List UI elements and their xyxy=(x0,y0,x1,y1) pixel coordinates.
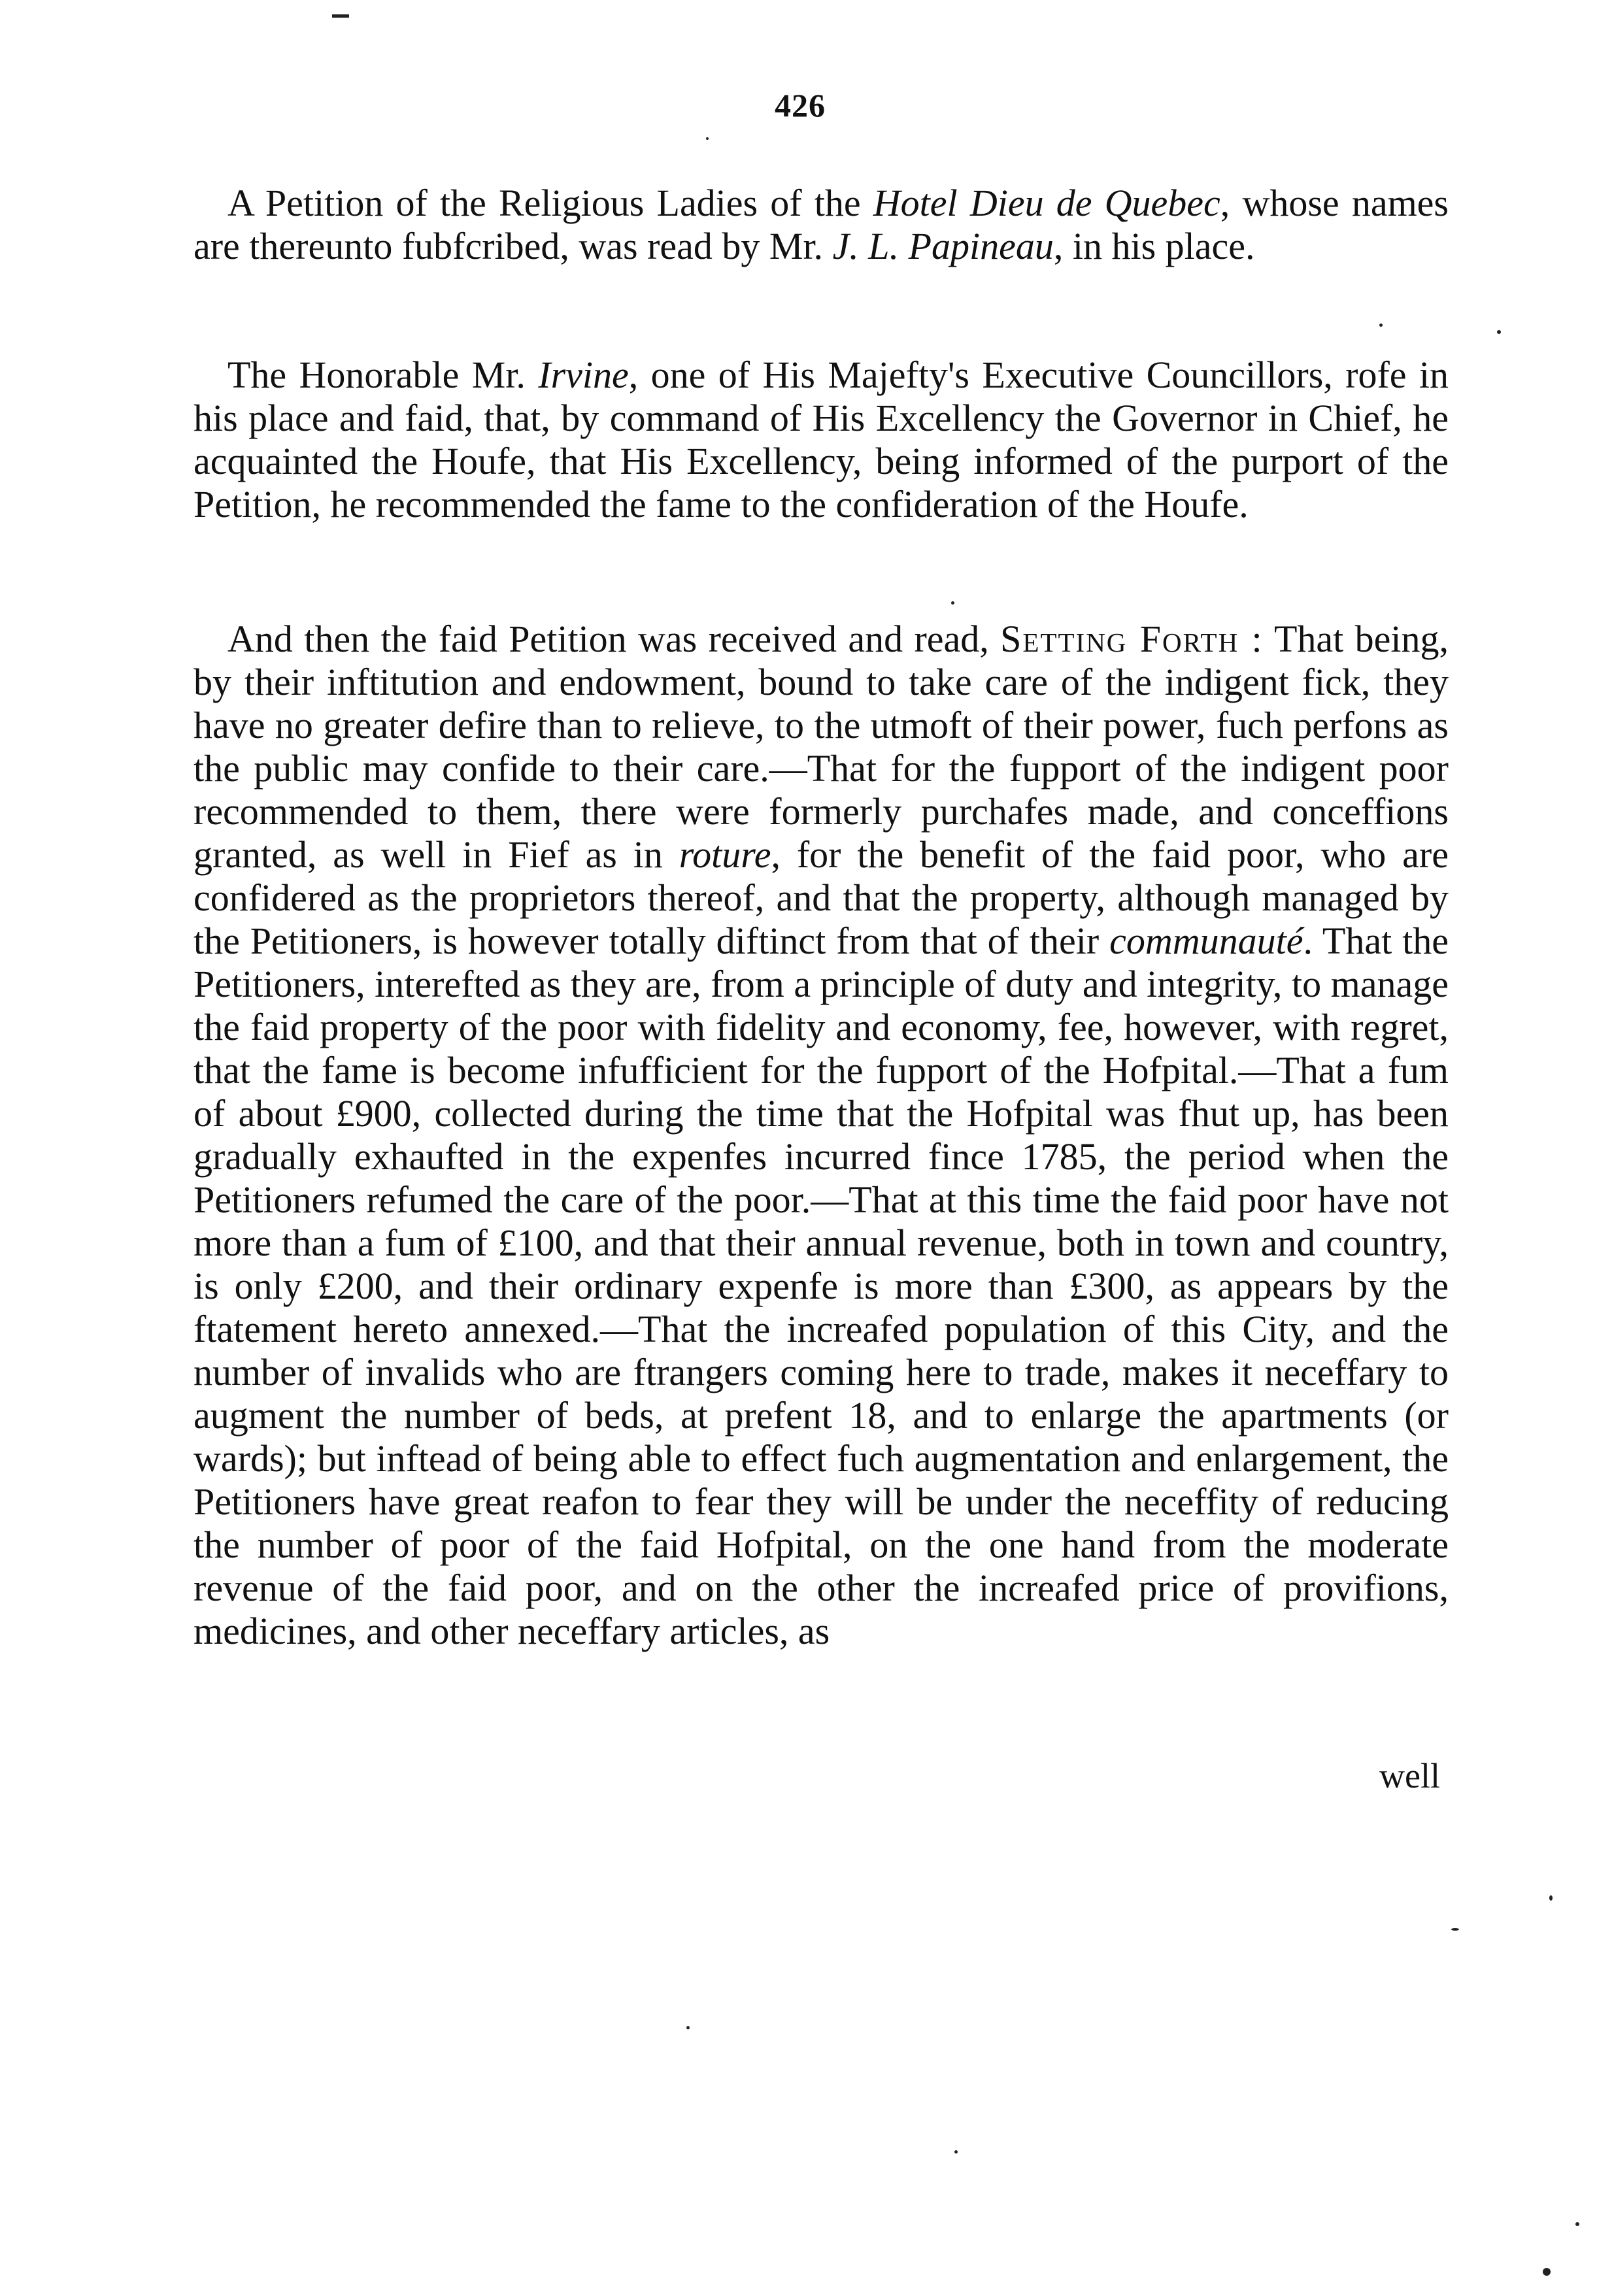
text-run-italic: Hotel Dieu de Quebec xyxy=(873,182,1220,224)
catchword: well xyxy=(1379,1756,1440,1795)
top-edge-mark xyxy=(332,14,349,18)
scan-speck xyxy=(951,601,954,605)
paragraph-petition-read xyxy=(193,182,1449,268)
scan-speck xyxy=(686,2026,690,2029)
text-run-italic: communauté xyxy=(1109,920,1303,962)
scan-speck xyxy=(1549,1895,1553,1901)
text-run: , for the benefit of the faid poor, who are confidered as the proprietors thereof, and that the property, although managed by the Petitioners, is however totally diftinct from that of their xyxy=(193,833,1449,962)
text-run: The Honorable Mr. xyxy=(227,354,539,396)
text-run: , one of His Majefty's Executive Councillors, rofe in his place and faid, that, by command of His Excellency the Governor in Chief, he acquainted the Houfe, that His Excellency, being informed of the purport of the Petition, he recommended the fame to the confideration of the Houfe. xyxy=(193,354,1449,525)
paragraph-setting-forth xyxy=(193,618,1449,1653)
paragraph-irvine-recommendation xyxy=(193,354,1449,526)
page-number: 426 xyxy=(775,87,826,124)
scan-speck xyxy=(1575,2222,1579,2226)
text-run: . That the Petitioners, interefted as they are, from a principle of duty and integrity, to manage the faid property of the poor with fidelity and economy, fee, however, with regret, that the fame is become infufficient for the fupport of the Hofpital.—That a fum of about £900, collected during the time that the Hofpital was fhut up, has been gradually exhaufted in the expenfes incurred fince 1785, the period when the Petitioners refumed the care of the poor.—That at this time the faid poor have not more than a fum of £100, and that their annual revenue, both in town and country, is only £200, and their ordinary expenfe is more than £300, as appears by the ftatement hereto annexed.—That the increafed population of this City, and the number of invalids who are ftrangers coming here to trade, makes it neceffary to augment the number of beds, at prefent 18, and to enlarge the apartments (or wards); but inftead of being able to effect fuch augmentation and enlargement, the Petitioners have great reafon to fear they will be under the neceffity of reducing the number of poor of the faid Hofpital, on the one hand from the moderate revenue of the faid poor, and on the other the increafed price of provifions, medicines, and other neceffary articles, as xyxy=(193,920,1449,1652)
scan-speck xyxy=(1497,330,1501,334)
text-run-smallcaps: Setting Forth : xyxy=(1000,618,1264,660)
text-run: , whose names are thereunto fubfcribed, was read by Mr. xyxy=(193,182,1449,267)
text-run: A Petition of the Religious Ladies of the xyxy=(227,182,873,224)
text-run: And then the faid Petition was received and read, xyxy=(227,618,1001,660)
scan-speck xyxy=(706,137,709,140)
text-run-italic: J. L. Papineau xyxy=(832,225,1054,267)
scan-speck xyxy=(1379,324,1383,327)
scan-speck xyxy=(1543,2268,1551,2276)
scan-speck xyxy=(954,2150,958,2154)
text-run: , in his place. xyxy=(1053,225,1255,267)
text-run-italic: Irvine xyxy=(538,354,629,396)
text-run-italic: roture xyxy=(679,833,771,876)
scan-speck xyxy=(1451,1928,1459,1931)
text-run: That being, by their inftitution and endowment, bound to take care of the indigent fick, they have no greater defire than to relieve, to the utmoft of their power, fuch perfons as the public may confide to their care.—That for the fupport of the indigent poor recommended to them, there were formerly purchafes made, and conceffions granted, as well in Fief as in xyxy=(193,618,1449,876)
